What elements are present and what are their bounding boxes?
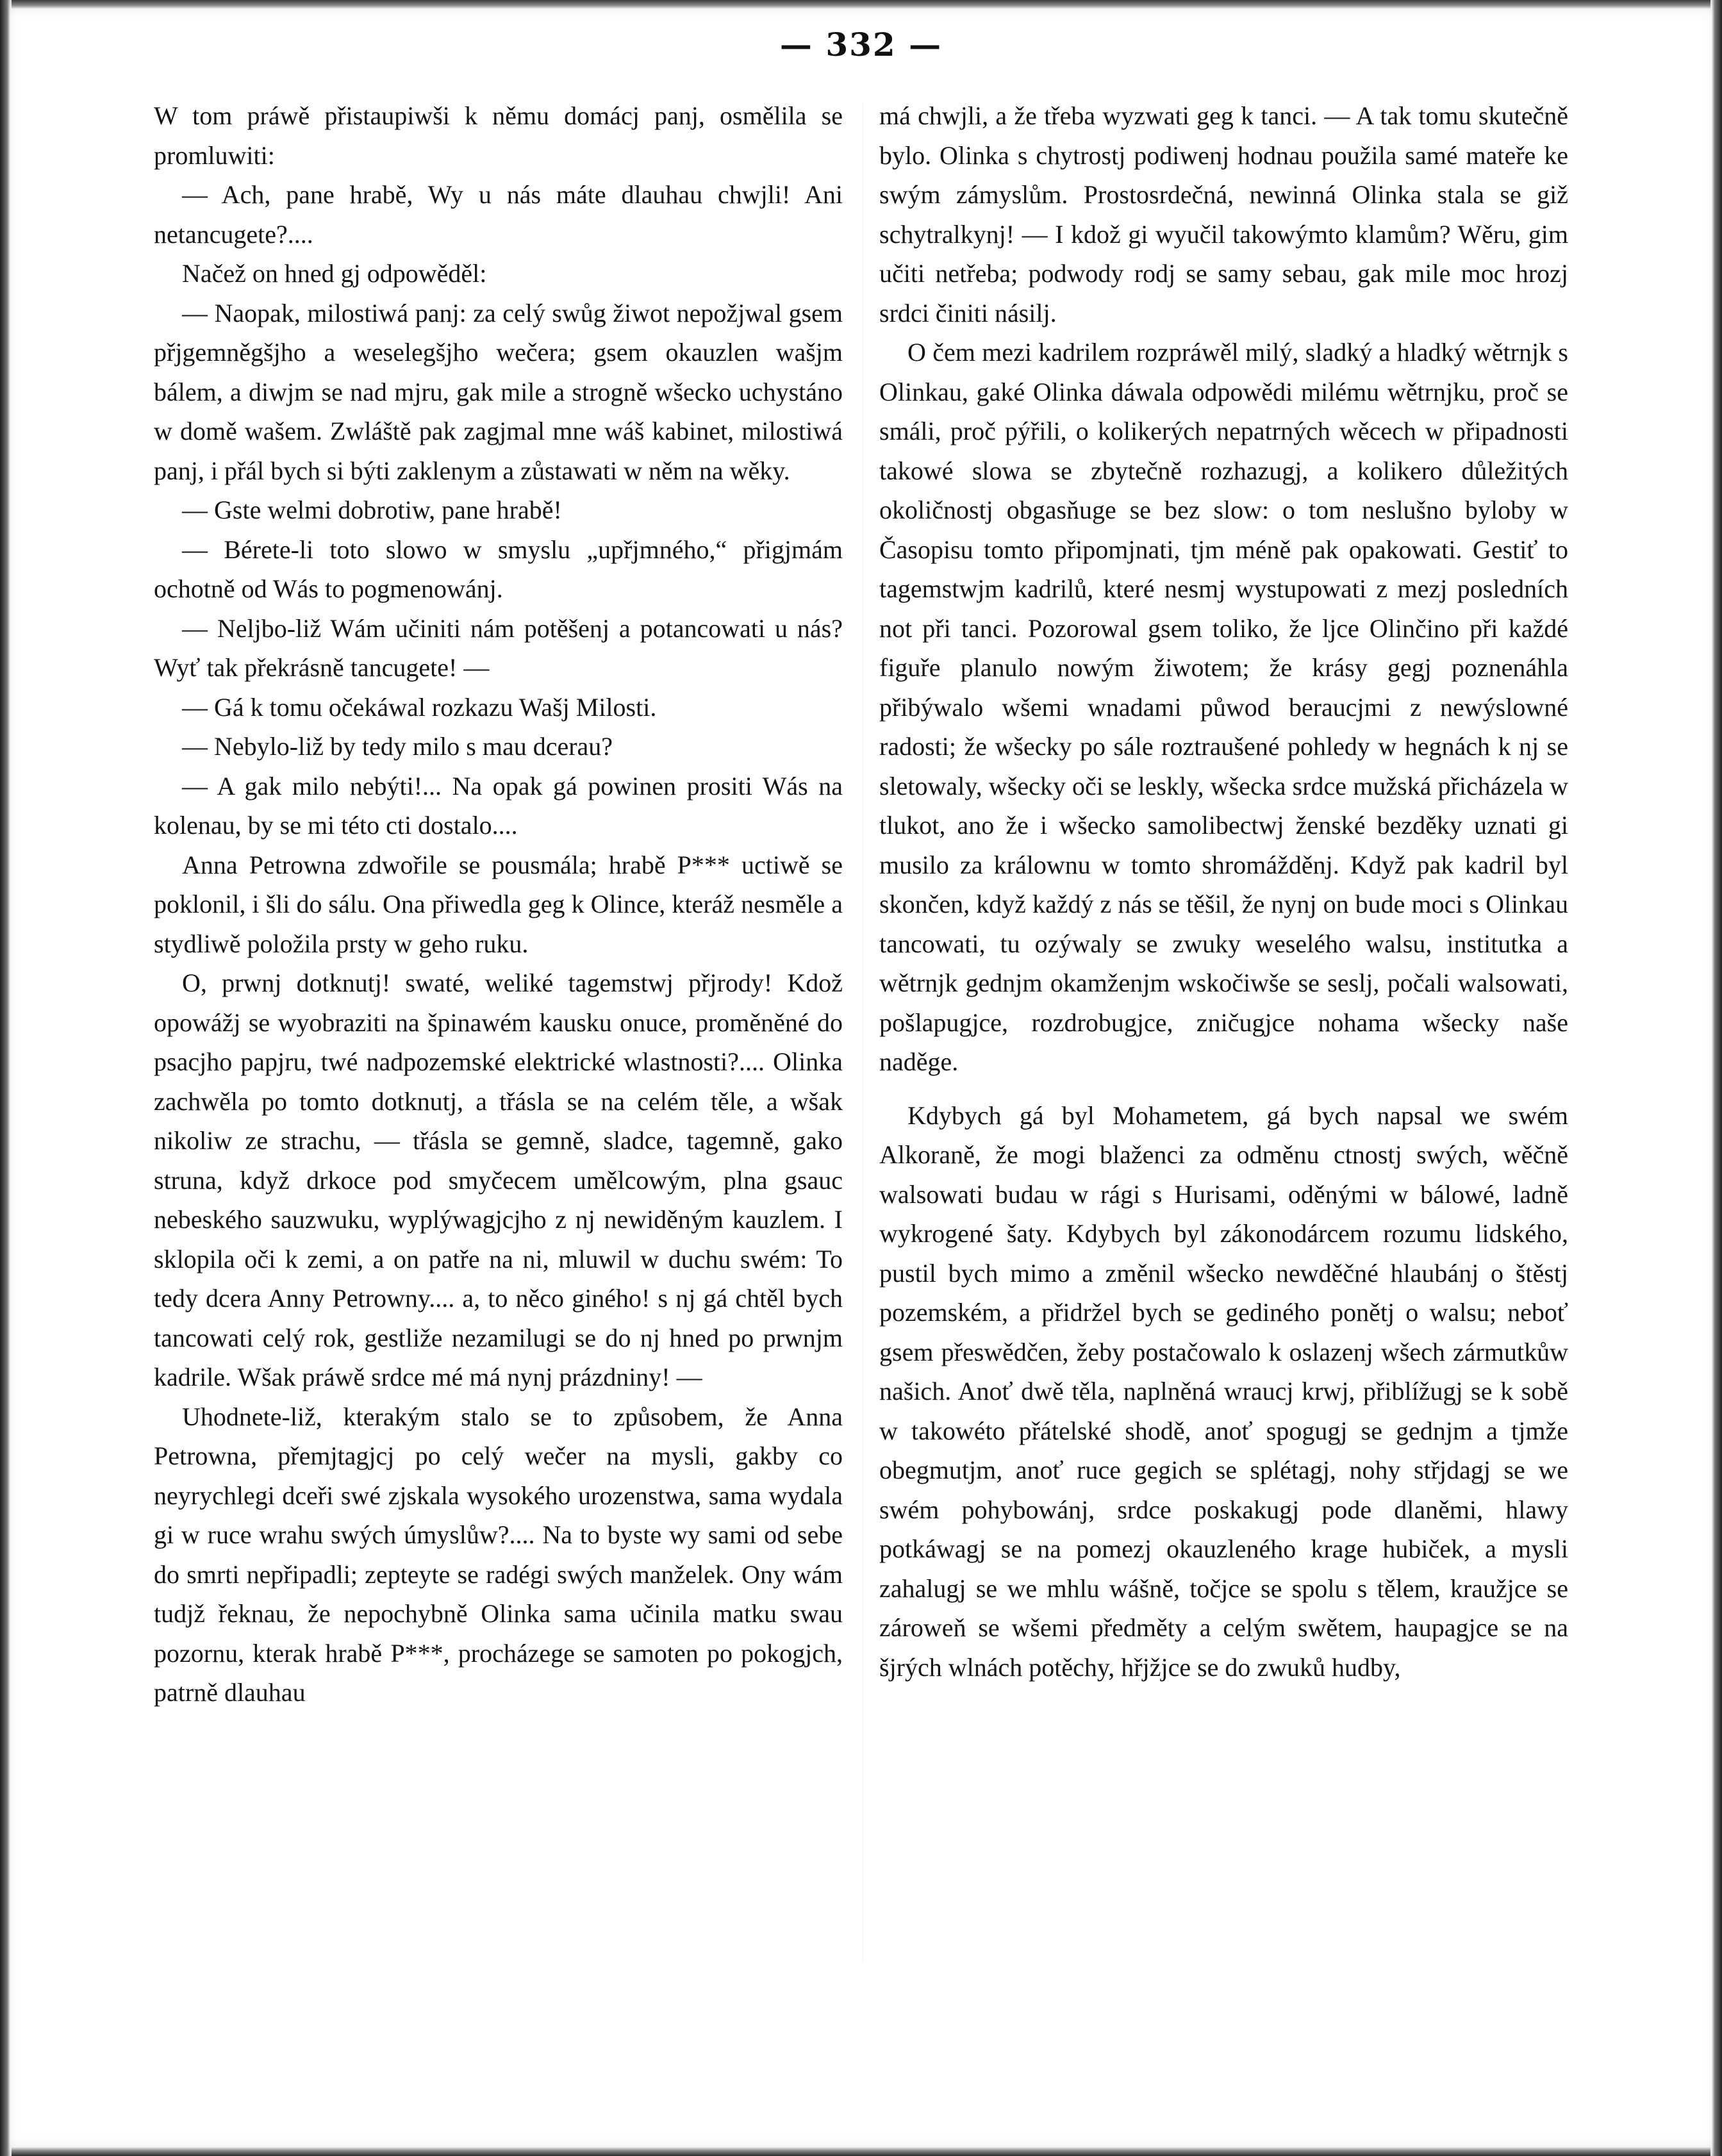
paragraph: Uhodnete-liž, kterakým stalo se to způsobem, že Anna Petrowna, přemjtagjcj po celý wečer na mysli, gakby co neyrychlegi dceři swé zjskala wysokého urozenstwa, sama wydala gi w ruce wrahu swých úmyslůw?.... Na to byste wy sami od sebe do smrti nepřipadli; zepteyte se radégi swých manželek. Ony wám tudjž řeknau, že nepochybně Olinka sama učinila matku swau pozornu, kterak hrabě P***, procházege se samoten po pokogjch, patrně dlauhau <box>154 1402 843 1707</box>
scan-edge-top <box>12 0 1710 9</box>
paragraph: O čem mezi kadrilem rozpráwěl milý, sladký a hladký wětrnjk s Olinkau, gaké Olinka dáwala odpowědi milému wětrnjku, proč se smáli, proč pýřili, o kolikerých nepatrných wěcech w připadnosti takowé slowa se zbytečně rozhazugj, a kolikero důležitých okoličnostj obgasňuge se bez slow: o tom neslušno byloby w Časopisu tomto připomjnati, tjm méně pak opakowati. Gestiť to tagemstwjm kadrilů, které nesmj wystupowati z mezj posledních not při tanci. Pozorowal gsem toliko, že ljce Olinčino při každé figuře planulo nowým žiwotem; že krásy gegj poznenáhla přibýwalo wšemi wnadami půwod beraucjmi z newýslowné radosti; že wšecky po sále roztraušené pohledy w hegnách k nj se sletowaly, wšecky oči se leskly, wšecka srdce mužská přicházela w tlukot, ano že i wšecko samolibectwj ženské bezděky uznati gi musilo za králownu w tomto shromážděnj. Když pak kadril byl skončen, když každý z nás se těšil, že nynj on bude moci s Olinkau tancowati, tu ozýwaly se zwuky weselého walsu, institutka a wětrnjk gednjm okamženjm wskočiwše se seslj, počali walsowati, pošlapugjce, rozdrobugjce, zničugjce nohama wšecky naše naděge. <box>879 338 1568 1076</box>
paragraph: W tom práwě přistaupiwši k němu domácj panj, osmělila se promluwiti: <box>154 101 843 170</box>
paragraph: — Nebylo-liž by tedy milo s mau dcerau? <box>182 732 613 761</box>
paragraph: — Neljbo-liž Wám učiniti nám potěšenj a potancowati u nás? Wyť tak překrásně tancugete! — <box>154 613 843 682</box>
scan-edge-bottom <box>12 2147 1710 2156</box>
page-number: — 332 — <box>779 26 943 63</box>
paragraph: Kdybych gá byl Mohametem, gá bych napsal we swém Alkoraně, že mogi blaženci za odměnu ctnostj swých, wěčně walsowati budau w rági s Hurisami, oděnými w bálowé, ladně wykrogené šaty. Kdybych byl zákonodárcem rozumu lidského, pustil bych mimo a změnil wšecko newděčné hlaubánj o štěstj pozemském, a přidržel bych se gediného ponětj o walsu; neboť gsem přeswědčen, žeby postačowalo k oslazenj wšech zármutkůw našich. Anoť dwě těla, naplněná wraucj krwj, přiblížugj se k sobě w takowéto přátelské shodě, anoť spogugj se gednjm a tjmže obegmutjm, anoť ruce gegich se splétagj, nohy střjdagj se we swém pohybowánj, srdce poskakugj pode dlaněmi, hlawy potkáwagj se na pomezj okauzleného krage hubiček, a mysli zahalugj se we mhlu wášně, točjce se spolu s tělem, kraužjce se zároweň se wšemi předměty a celým swětem, haupagjce se na šjrých wlnách potěchy, hřjžjce se do zwuků hudby, <box>879 1100 1568 1682</box>
right-column <box>879 96 1568 1687</box>
left-column <box>154 96 843 1712</box>
paragraph: — Bérete-li toto slowo w smyslu „upřjmného,“ přigjmám ochotně od Wás to pogmenowánj. <box>154 535 843 603</box>
paragraph: Načež on hned gj odpowěděl: <box>182 259 487 288</box>
scan-edge-left <box>0 0 10 2156</box>
paragraph: — Ach, pane hrabě, Wy u nás máte dlauhau chwjli! Ani netancugete?.... <box>154 180 843 249</box>
paragraph: má chwjli, a že třeba wyzwati geg k tanci. — A tak tomu skutečně bylo. Olinka s chytrostj podiwenj hodnau použila samé mateře ke swým zámyslům. Prostosrdečná, newinná Olinka stala se giž schytralkynj! — I kdož gi wyučil takowýmto klamům? Wěru, gim učiti netřeba; podwody rodj se samy sebau, gak mile moc hrozj srdci činiti násilj. <box>879 101 1568 328</box>
paragraph: — Gá k tomu očekáwal rozkazu Wašj Milosti. <box>182 692 657 722</box>
paragraph: O, prwnj dotknutj! swaté, weliké tagemstwj přjrody! Kdož opowážj se wyobraziti na špinawém kausku onuce, proměněné do psacjho papjru, twé nadpozemské elektrické wlastnosti?.... Olinka zachwěla po tomto dotknutj, a třásla se na celém těle, a wšak nikoliw ze strachu, — třásla se gemně, sladce, tagemně, gako struna, když drkoce pod smyčecem umělcowým, plna gsauc nebeského sauzwuku, wyplýwagjcjho z nj newiděným kauzlem. I sklopila oči k zemi, a on patře na ni, mluwil w duchu swém: To tedy dcera Anny Petrowny.... a, to něco giného! s nj gá chtěl bych tancowati celý rok, gestliže nezamilugi se do nj hned po prwnjm kadrile. Wšak práwě srdce mé má nynj prázdniny! — <box>154 968 843 1391</box>
paragraph: — A gak milo nebýti!... Na opak gá powinen prositi Wás na kolenau, by se mi této cti dostalo.... <box>154 771 843 840</box>
paragraph: — Naopak, milostiwá panj: za celý swůg žiwot nepožjwal gsem přjgemněgšjho a weselegšjho wečera; gsem okauzlen wašjm bálem, a diwjm se nad mjru, gak mile a strogně wšecko uchystáno w domě wašem. Zwláště pak zagjmal mne wáš kabinet, milostiwá panj, i přál bych si býti zaklenym a zůstawati w něm na wěky. <box>154 298 843 485</box>
paragraph: Anna Petrowna zdwořile se pousmála; hrabě P*** uctiwě se poklonil, i šli do sálu. Ona přiwedla geg k Olince, kteráž nesměle a stydliwě položila prsty w geho ruku. <box>154 850 843 958</box>
paragraph: — Gste welmi dobrotiw, pane hrabě! <box>182 495 562 524</box>
scan-edge-right <box>1712 0 1722 2156</box>
